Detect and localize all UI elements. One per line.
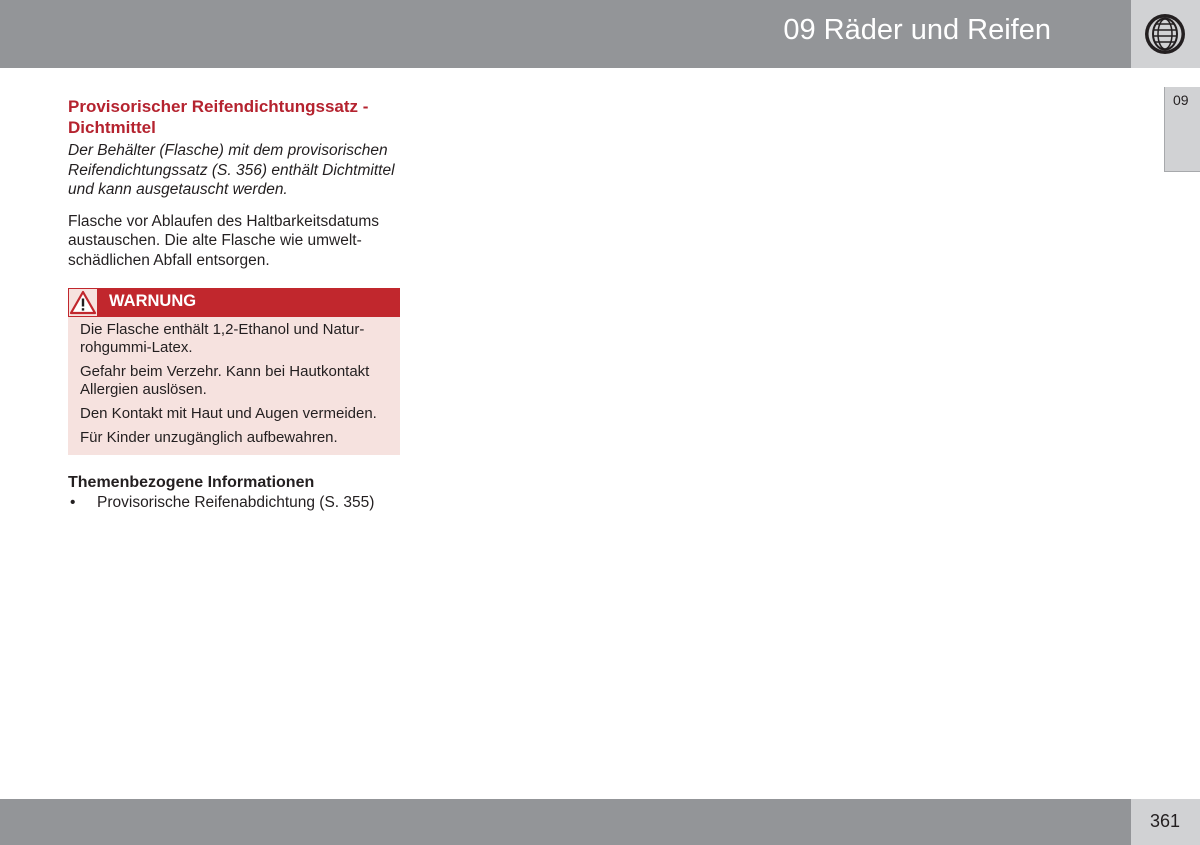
page-number-box [1131,799,1200,845]
chapter-tab[interactable] [1164,87,1200,172]
content-column [68,96,400,512]
chapter-tab-label: 09 [1173,92,1189,108]
warning-paragraph: Die Flasche enthält 1,2-Ethanol und Naturrohgummi-Latex. [80,321,365,356]
footer-bar [0,799,1131,845]
chapter-title: 09 Räder und Reifen [783,14,1051,46]
warning-paragraph: Gefahr beim Verzehr. Kann bei Hautkontakt Allergien auslösen. [80,363,370,398]
body-text: Flasche vor Ablaufen des Haltbarkeitsdatums austauschen. Die alte Flasche wie umweltschädlichen Abfall entsorgen. [68,212,380,269]
warning-icon-cell [69,289,97,316]
related-item-label: Provisorische Reifenabdichtung (S. 355) [97,494,375,511]
related-list [68,493,400,512]
chapter-icon-box [1131,0,1200,68]
related-item[interactable] [68,493,400,512]
related-heading: Themenbezogene Informationen [68,474,315,491]
warning-header [68,288,400,317]
bullet-icon: • [70,494,76,511]
section-title: Provisorischer Reifendichtungssatz - Dichtmittel [68,97,369,137]
warning-body [68,317,400,455]
header-bar [0,0,1131,68]
tire-icon [1143,12,1187,56]
warning-triangle-icon [69,289,97,316]
page-number: 361 [1150,811,1181,831]
intro-text: Der Behälter (Flasche) mit dem provisorischen Reifendichtungssatz (S. 356) enthält Dichtmittel und kann ausgetauscht werden. [68,142,395,198]
warning-paragraph: Den Kontakt mit Haut und Augen vermeiden. [80,405,377,422]
warning-box [68,288,400,455]
warning-paragraph: Für Kinder unzugänglich aufbewahren. [80,429,338,446]
warning-label: WARNUNG [109,292,197,310]
